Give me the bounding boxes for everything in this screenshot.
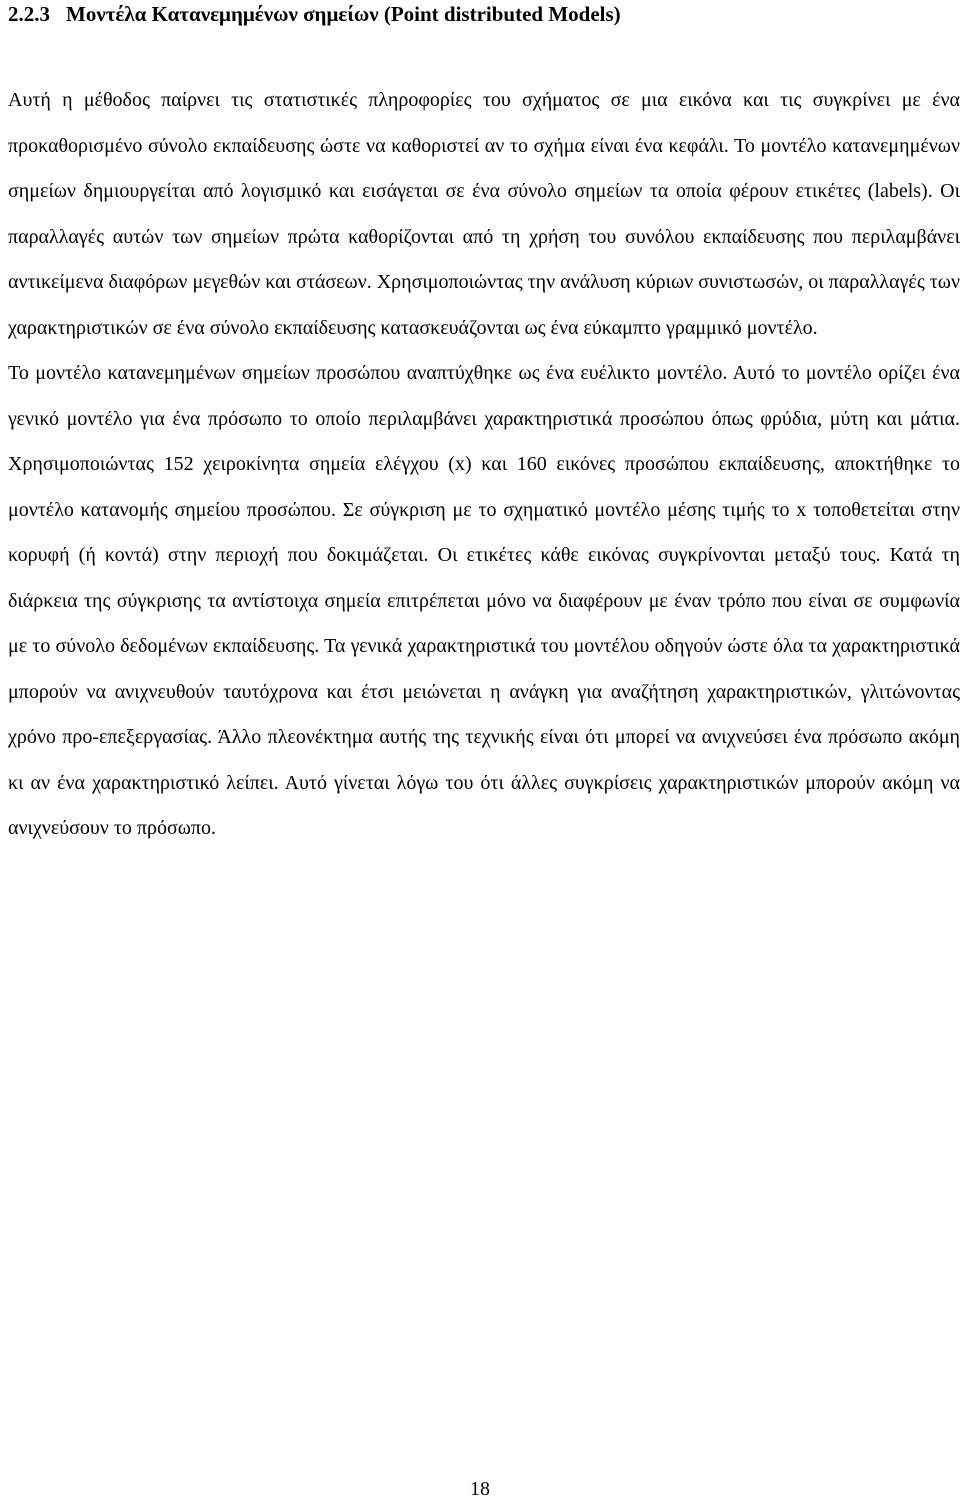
section-heading bbox=[8, 0, 958, 28]
section-title: Μοντέλα Κατανεμημένων σημείων (Point distributed Models) bbox=[66, 2, 621, 26]
paragraph: Το μοντέλο κατανεμημένων σημείων προσώπου αναπτύχθηκε ως ένα ευέλικτο μοντέλο. Αυτό το μοντέλο ορίζει ένα γενικό μοντέλο για ένα πρόσωπο το οποίο περιλαμβάνει χαρακτηριστικά προσώπου όπως φρύδια, μύτη και μάτια. Χρησιμοποιώντας 152 χειροκίνητα σημεία ελέγχου (x) και 160 εικόνες προσώπου εκπαίδευσης, αποκτήθηκε το μοντέλο κατανομής σημείου προσώπου. Σε σύγκριση με το σχηματικό μοντέλο μέσης τιμής το x τοποθετείται στην κορυφή (ή κοντά) στην περιοχή που δοκιμάζεται. Οι ετικέτες κάθε εικόνας συγκρίνονται μεταξύ τους. Κατά τη διάρκεια της σύγκρισης τα αντίστοιχα σημεία επιτρέπεται μόνο να διαφέρουν με έναν τρόπο που είναι σε συμφωνία με το σύνολο δεδομένων εκπαίδευσης. Τα γενικά χαρακτηριστικά του μοντέλου οδηγούν ώστε όλα τα χαρακτηριστικά μπορούν να ανιχνευθούν ταυτόχρονα και έτσι μειώνεται η ανάγκη για αναζήτηση χαρακτηριστικών, γλιτώνοντας χρόνο προ-επεξεργασίας. Άλλο πλεονέκτημα αυτής της τεχνικής είναι ότι μπορεί να ανιχνεύσει ένα πρόσωπο ακόμη κι αν ένα χαρακτηριστικό λείπει. Αυτό γίνεται λόγω του ότι άλλες συγκρίσεις χαρακτηριστικών μπορούν ακόμη να ανιχνεύσουν το πρόσωπο. bbox=[8, 362, 960, 839]
body-text bbox=[8, 78, 960, 852]
paragraph: Αυτή η μέθοδος παίρνει τις στατιστικές πληροφορίες του σχήματος σε μια εικόνα και τις συγκρίνει με ένα προκαθορισμένο σύνολο εκπαίδευσης ώστε να καθοριστεί αν το σχήμα είναι ένα κεφάλι. Το μοντέλο κατανεμημένων σημείων δημιουργείται από λογισμικό και εισάγεται σε ένα σύνολο σημείων τα οποία φέρουν ετικέτες (labels). Οι παραλλαγές αυτών των σημείων πρώτα καθορίζονται από τη χρήση του συνόλου εκπαίδευσης που περιλαμβάνει αντικείμενα διαφόρων μεγεθών και στάσεων. Χρησιμοποιώντας την ανάλυση κύριων συνιστωσών, οι παραλλαγές των χαρακτηριστικών σε ένα σύνολο εκπαίδευσης κατασκευάζονται ως ένα εύκαμπτο γραμμικό μοντέλο. bbox=[8, 89, 960, 339]
section-number: 2.2.3 bbox=[8, 2, 50, 26]
page-number: 18 bbox=[470, 1478, 490, 1500]
